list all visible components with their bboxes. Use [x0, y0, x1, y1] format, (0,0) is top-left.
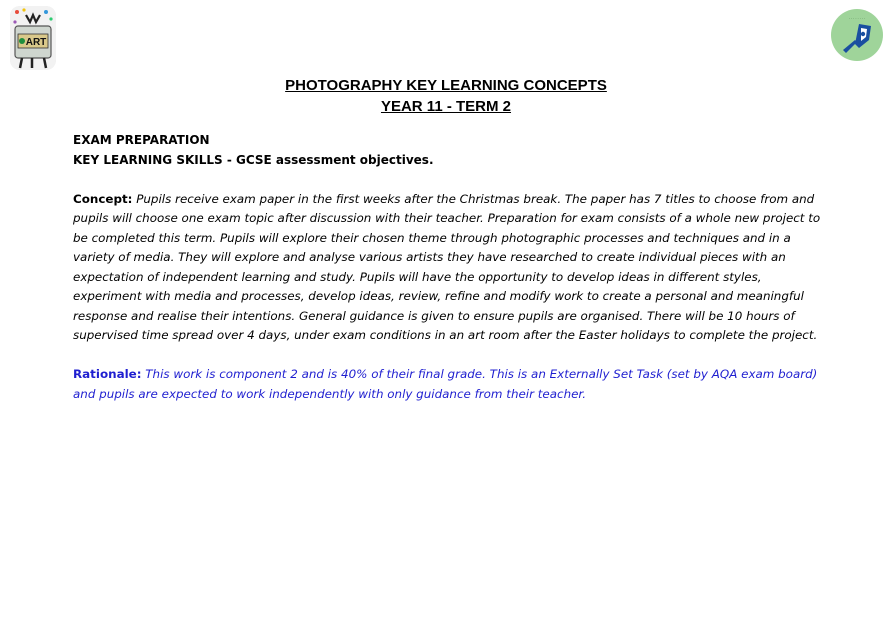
art-school-logo: [10, 6, 56, 70]
rationale-paragraph: [73, 365, 821, 404]
page-title: [0, 75, 892, 117]
title-line-2: YEAR 11 - TERM 2: [380, 98, 512, 115]
document-body: [73, 131, 821, 404]
school-crest-logo-icon: [829, 8, 885, 62]
concept-label: Concept:: [73, 191, 133, 206]
svg-text:· · · · · · · ·: · · · · · · · ·: [848, 17, 866, 21]
rationale-text: This work is component 2 and is 40% of their final grade. This is an Externally Set Task (set by AQA exam board) and pupils are expected to work independently with only guidance from their teacher.: [73, 367, 818, 401]
section-heading-key-skills: KEY LEARNING SKILLS - GCSE assessment objectives.: [73, 152, 434, 167]
concept-paragraph: [73, 190, 821, 346]
title-line-1: PHOTOGRAPHY KEY LEARNING CONCEPTS: [285, 77, 607, 94]
section-heading-exam-preparation: EXAM PREPARATION: [73, 133, 210, 147]
concept-text: Pupils receive exam paper in the first weeks after the Christmas break. The paper has 7 titles to choose from and pupils will choose one exam topic after discussion with their teacher. Preparation for exam consists of a whole new project to be completed this term. Pupils will explore their chosen theme through photographic processes and techniques and in a variety of media. They will explore and analyse various artists they have researched to create individual pieces with an expectation of independent learning and study. Pupils will have the opportunity to develop ideas in different styles, experiment with media and processes, develop ideas, review, refine and modify work to create a personal and meaningful response and realise their intentions. General guidance is given to ensure pupils are organised. There will be 10 hours of supervised time spread over 4 days, under exam conditions in an art room after the Easter holidays to complete the project.: [73, 191, 821, 342]
art-school-logo-icon: [10, 6, 56, 70]
svg-text:ART: ART: [25, 37, 47, 48]
school-crest-logo: [829, 8, 885, 62]
rationale-label: Rationale:: [73, 367, 142, 381]
